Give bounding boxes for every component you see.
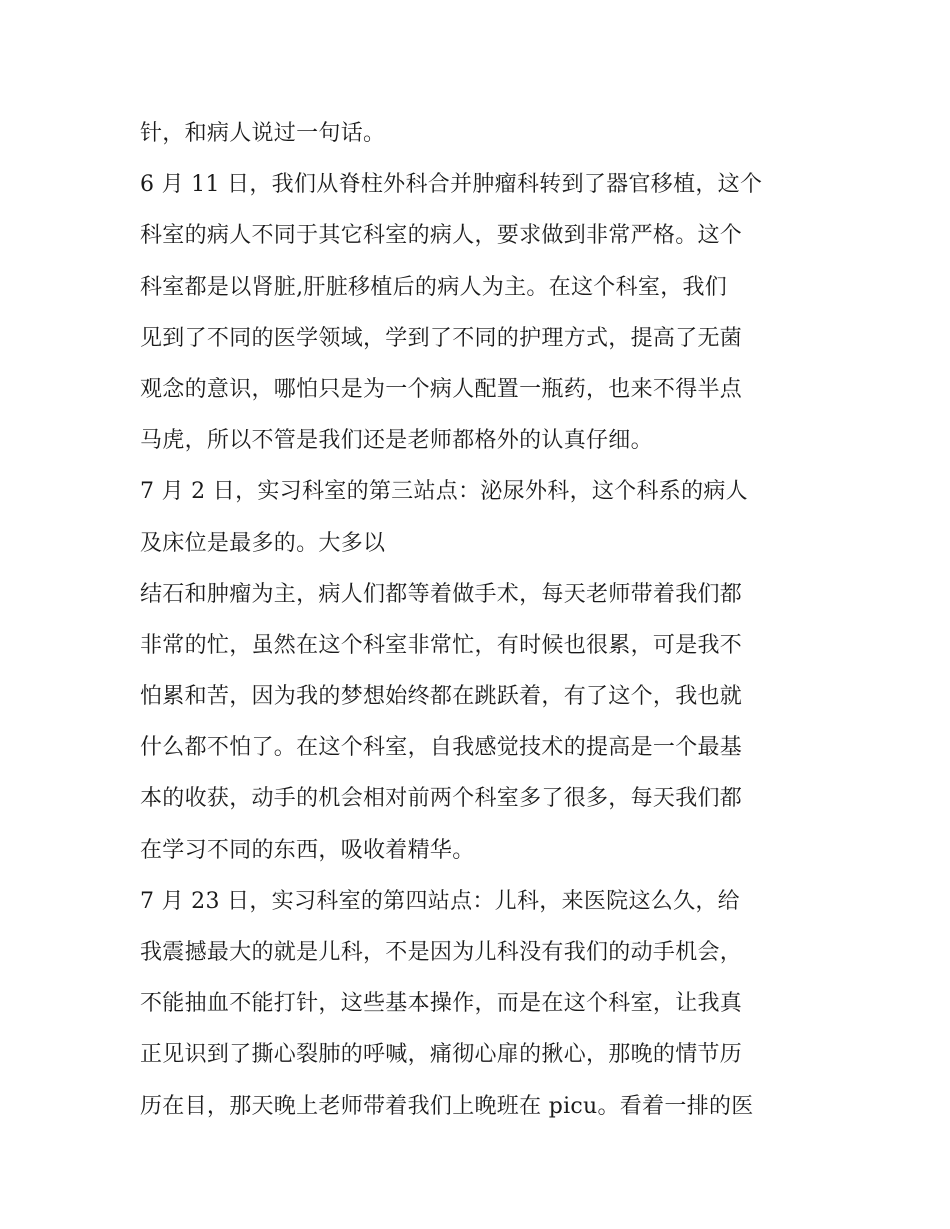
text-line: 不能抽血不能打针，这些基本操作，而是在这个科室，让我真 <box>140 991 743 1017</box>
text-line: 见到了不同的医学领域，学到了不同的护理方式，提高了无菌 <box>140 325 743 351</box>
text-line: 7 月 23 日，实习科室的第四站点：儿科，来医院这么久，给 <box>140 888 740 914</box>
text-line: 历在目，那天晚上老师带着我们上晚班在 picu。看着一排的医 <box>140 1093 754 1119</box>
text-line: 7 月 2 日，实习科室的第三站点：泌尿外科，这个科系的病人 <box>140 479 748 505</box>
text-line: 马虎，所以不管是我们还是老师都格外的认真仔细。 <box>140 428 653 454</box>
text-line: 我震撼最大的就是儿科，不是因为儿科没有我们的动手机会， <box>140 940 743 965</box>
text-line: 科室的病人不同于其它科室的病人，要求做到非常严格。这个 <box>140 223 743 249</box>
text-line: 观念的意识，哪怕只是为一个病人配置一瓶药，也来不得半点 <box>140 376 743 402</box>
text-line: 什么都不怕了。在这个科室，自我感觉技术的提高是一个最基 <box>140 735 743 761</box>
text-line: 及床位是最多的。大多以 <box>140 530 386 556</box>
text-line: 科室都是以肾脏,肝脏移植后的病人为主。在这个科室，我们 <box>140 274 728 300</box>
text-line: 针，和病人说过一句话。 <box>140 121 386 146</box>
text-line: 6 月 11 日，我们从脊柱外科合并肿瘤科转到了器官移植，这个 <box>140 172 763 198</box>
body-text <box>140 108 820 1132</box>
text-line: 在学习不同的东西，吸收着精华。 <box>140 837 475 863</box>
text-line: 怕累和苦，因为我的梦想始终都在跳跃着，有了这个，我也就 <box>140 684 743 710</box>
text-line: 本的收获，动手的机会相对前两个科室多了很多，每天我们都 <box>140 786 743 812</box>
text-line: 正见识到了撕心裂肺的呼喊，痛彻心扉的揪心，那晚的情节历 <box>140 1042 743 1068</box>
text-line: 结石和肿瘤为主，病人们都等着做手术，每天老师带着我们都 <box>140 581 743 607</box>
text-line: 非常的忙，虽然在这个科室非常忙，有时候也很累，可是我不 <box>140 632 743 658</box>
